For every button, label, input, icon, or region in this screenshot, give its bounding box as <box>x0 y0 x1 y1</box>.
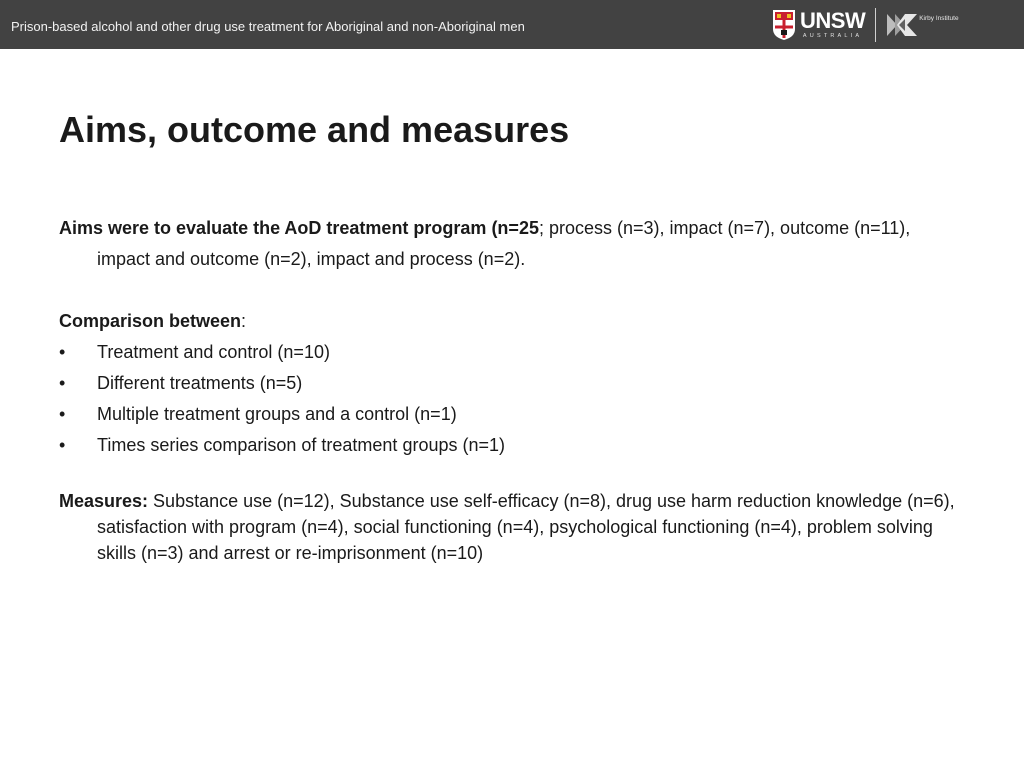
measures-lead: Measures: <box>59 491 149 511</box>
list-item <box>59 399 959 430</box>
aims-paragraph <box>59 213 959 275</box>
slide-title: Aims, outcome and measures <box>59 109 570 150</box>
bullet-icon: • <box>59 435 66 455</box>
unsw-logo <box>800 10 865 40</box>
comparison-list <box>59 337 959 461</box>
comparison-heading <box>59 306 959 337</box>
logo-divider <box>875 8 876 42</box>
header-title: Prison-based alcohol and other drug use treatment for Aboriginal and non-Aboriginal men <box>11 19 525 34</box>
list-item <box>59 337 959 368</box>
measures-paragraph <box>59 488 959 566</box>
list-item <box>59 430 959 461</box>
unsw-crest-icon <box>772 9 796 41</box>
bullet-icon: • <box>59 373 66 393</box>
bullet-icon: • <box>59 342 66 362</box>
kirby-institute-label: Kirby Institute <box>919 15 959 22</box>
header-bar <box>0 0 1024 49</box>
list-item-text: Different treatments (n=5) <box>97 373 303 393</box>
unsw-subtitle: AUSTRALIA <box>802 33 863 39</box>
aims-detail: ; process (n=3), impact (n=7), outcome (n=11), impact and outcome (n=2), impact and process (n=2). <box>97 218 911 269</box>
unsw-wordmark: UNSW <box>800 8 866 33</box>
comparison-colon: : <box>241 311 247 331</box>
list-item-text: Multiple treatment groups and a control (n=1) <box>97 404 457 424</box>
measures-detail: Substance use (n=12), Substance use self-efficacy (n=8), drug use harm reduction knowledge (n=6), satisfaction with program (n=4), social functioning (n=4), psychological functioning (n=4), problem solving skills (n=3) and arrest or re-imprisonment (n=10) <box>97 491 955 563</box>
bullet-icon: • <box>59 404 66 424</box>
list-item-text: Times series comparison of treatment groups (n=1) <box>97 435 505 455</box>
list-item-text: Treatment and control (n=10) <box>97 342 330 362</box>
logo-area <box>772 5 959 45</box>
list-item <box>59 368 959 399</box>
comparison-lead: Comparison between <box>59 311 242 331</box>
aims-lead: Aims were to evaluate the AoD treatment program (n=25 <box>59 218 539 238</box>
kirby-institute-logo-icon <box>885 12 919 38</box>
slide-body <box>59 213 959 566</box>
